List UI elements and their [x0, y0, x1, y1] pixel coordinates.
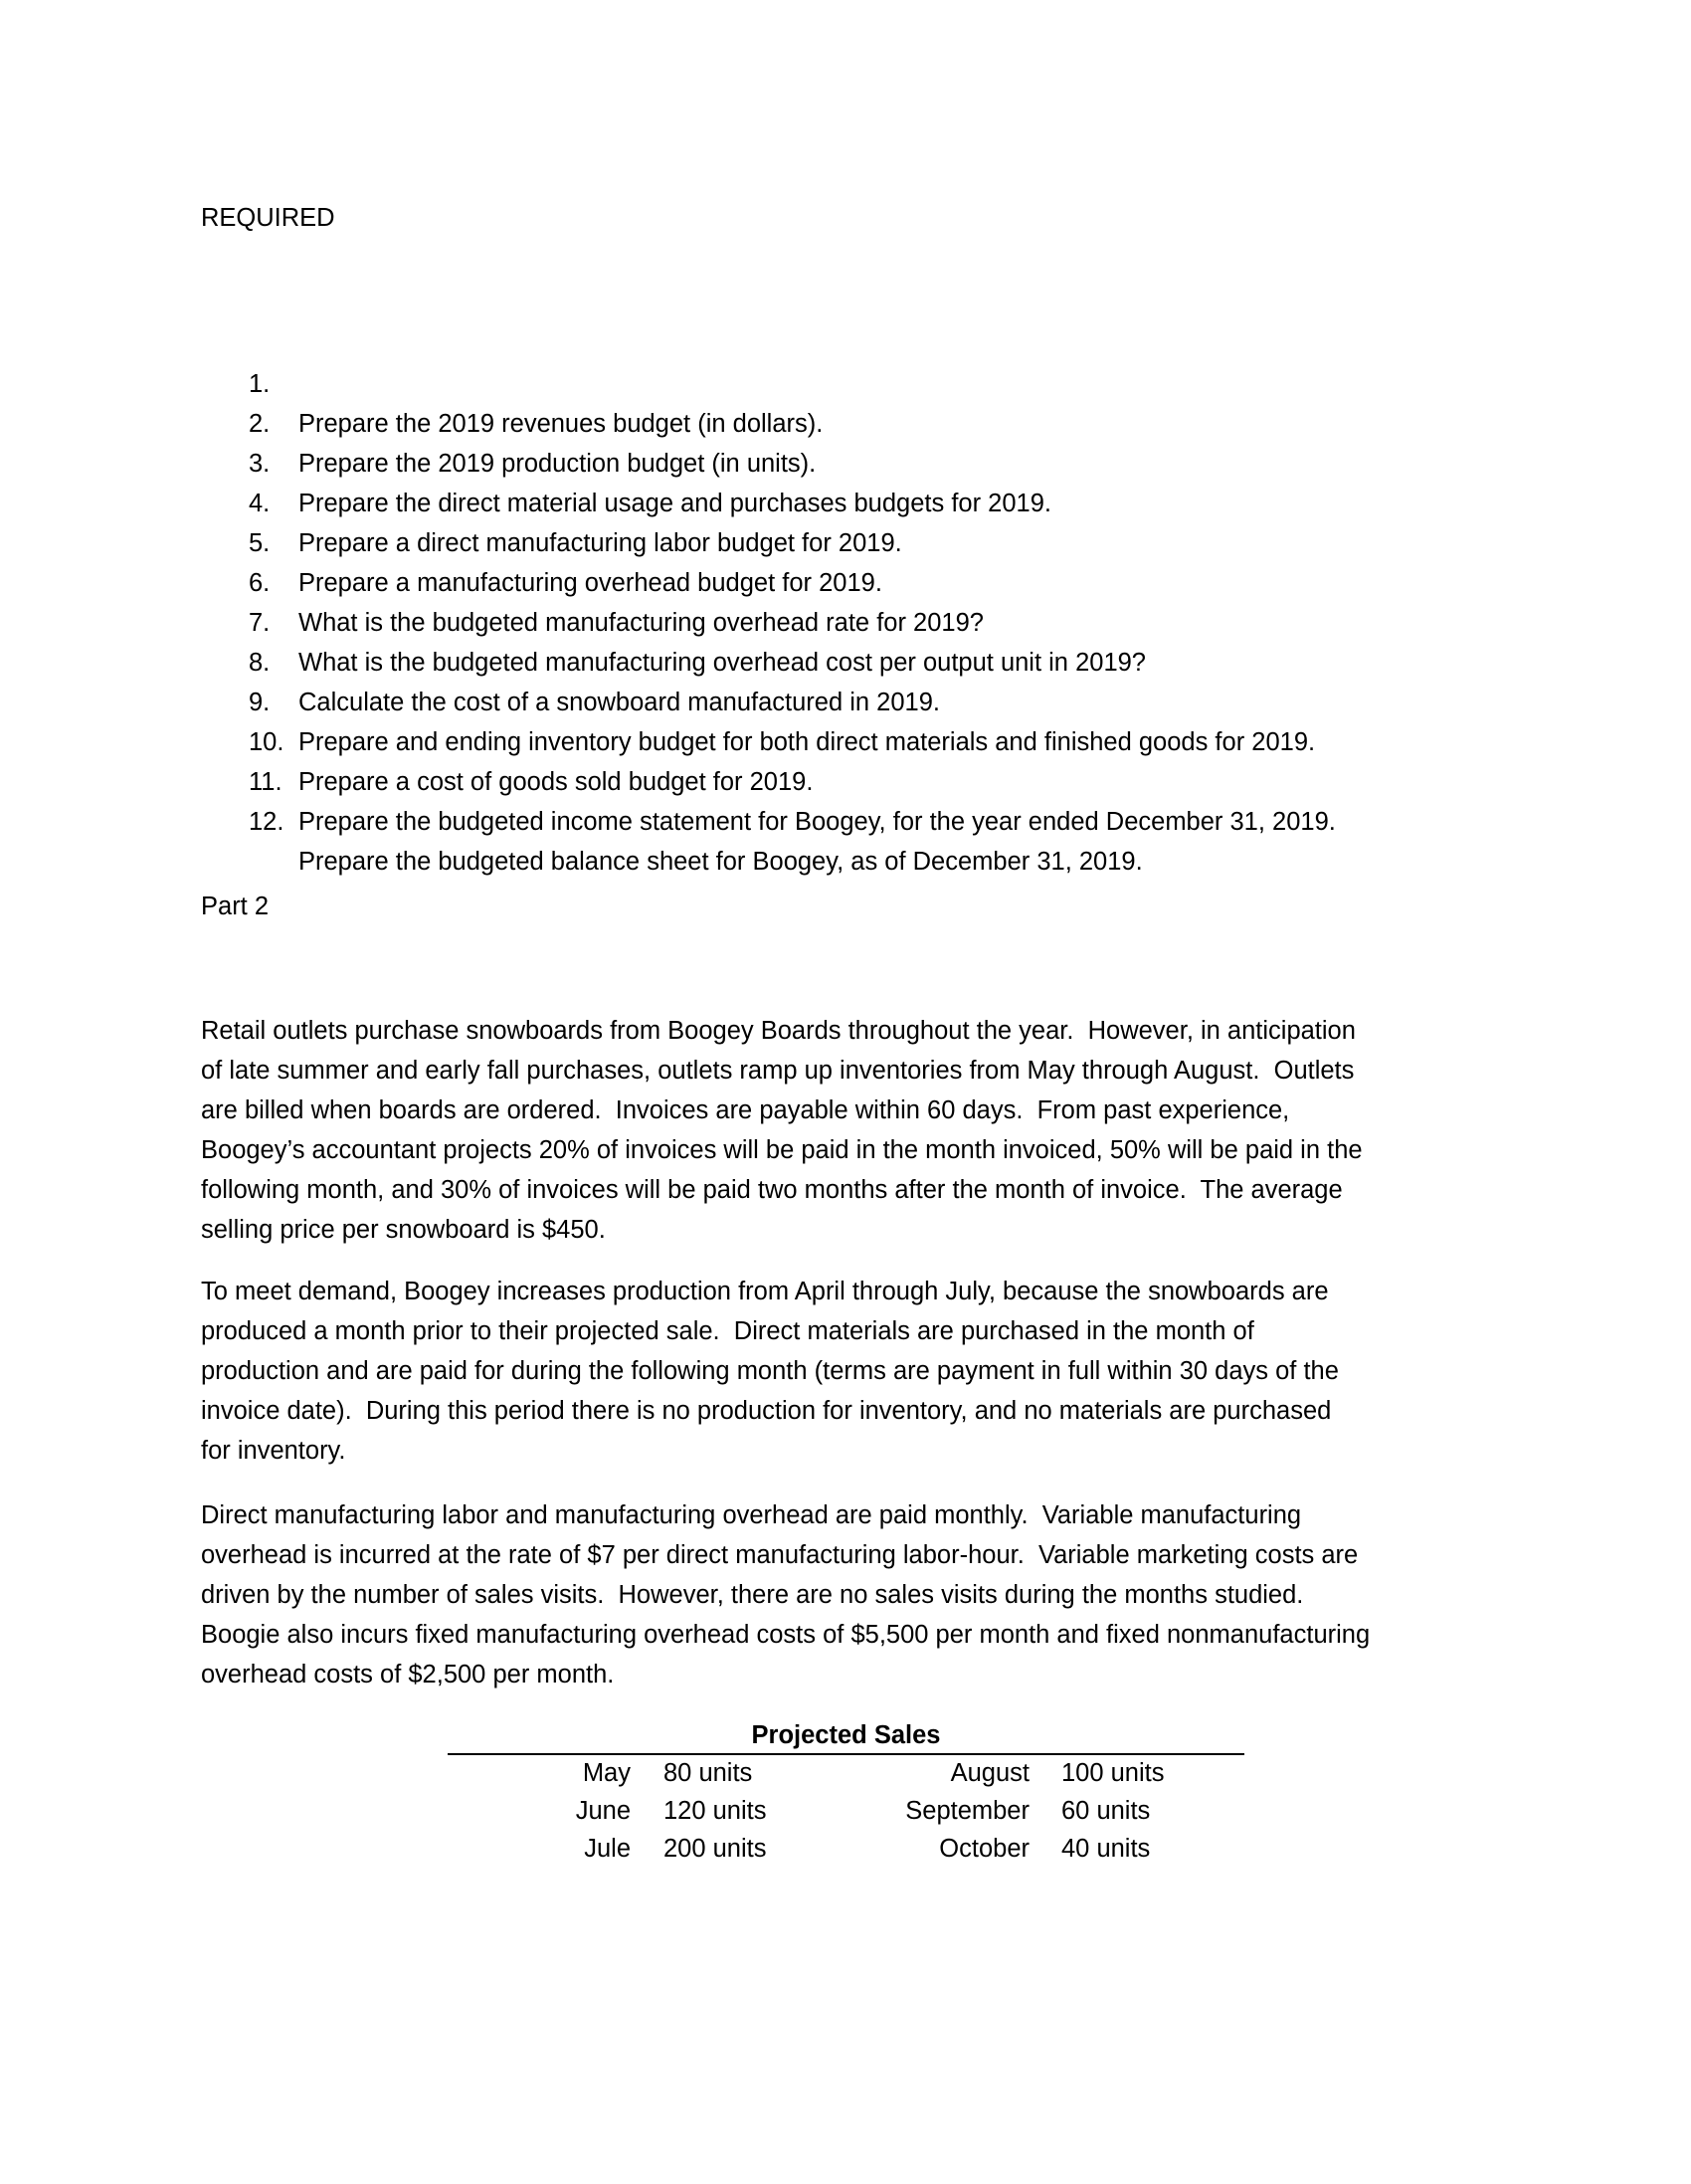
paragraph-line: produced a month prior to their projected sale. Direct materials are purchased in the month of	[201, 1317, 1254, 1345]
paragraph-sales-collections	[201, 1011, 1494, 1250]
paragraph-line: are billed when boards are ordered. Invoices are payable within 60 days. From past experience,	[201, 1096, 1290, 1124]
month-cell: May	[582, 1759, 631, 1787]
list-text: Prepare and ending inventory budget for both direct materials and finished goods for 2019.	[298, 728, 1316, 756]
list-number: 8.	[249, 649, 271, 677]
list-number: 10.	[249, 728, 284, 756]
list-text: What is the budgeted manufacturing overhead rate for 2019?	[298, 609, 984, 637]
list-number: 5.	[249, 529, 271, 557]
list-text: Prepare the budgeted balance sheet for Boogey, as of December 31, 2019.	[298, 848, 1143, 876]
paragraph-line: Retail outlets purchase snowboards from Boogey Boards throughout the year. However, in anticipation	[201, 1017, 1356, 1045]
list-text: Prepare the 2019 production budget (in units).	[298, 450, 817, 478]
units-cell: 120 units	[663, 1797, 767, 1825]
paragraph-line: Direct manufacturing labor and manufacturing overhead are paid monthly. Variable manufacturing	[201, 1501, 1302, 1529]
units-cell: 80 units	[663, 1759, 753, 1787]
list-number: 6.	[249, 569, 271, 597]
required-heading: REQUIRED	[201, 204, 335, 232]
paragraph-line: driven by the number of sales visits. However, there are no sales visits during the months studied.	[201, 1581, 1304, 1609]
month-cell: September	[905, 1797, 1030, 1825]
list-number: 3.	[249, 450, 271, 478]
list-item	[0, 324, 1393, 438]
list-number: 12.	[249, 808, 284, 836]
paragraph-line: of late summer and early fall purchases, outlets ramp up inventories from May through August. Outlets	[201, 1057, 1355, 1085]
list-number: 4.	[249, 490, 271, 517]
paragraph-line: production and are paid for during the following month (terms are payment in full within 30 days of the	[201, 1357, 1339, 1385]
paragraph-line: overhead is incurred at the rate of $7 per direct manufacturing labor-hour. Variable marketing costs are	[201, 1541, 1359, 1569]
month-cell: Jule	[584, 1835, 631, 1863]
list-text: What is the budgeted manufacturing overhead cost per output unit in 2019?	[298, 649, 1146, 677]
list-text: Prepare a direct manufacturing labor budget for 2019.	[298, 529, 902, 557]
paragraph-line: Boogey’s accountant projects 20% of invoices will be paid in the month invoiced, 50% will be paid in the	[201, 1136, 1363, 1164]
projected-sales-title: Projected Sales	[751, 1721, 941, 1749]
list-number: 2.	[249, 410, 271, 438]
table-row	[0, 1829, 1691, 1867]
part2-heading: Part 2	[201, 893, 270, 920]
paragraph-line: overhead costs of $2,500 per month.	[201, 1661, 615, 1688]
paragraph-line: following month, and 30% of invoices will be paid two months after the month of invoice. The average	[201, 1176, 1343, 1204]
list-number: 11.	[249, 768, 282, 796]
paragraph-line: Boogie also incurs fixed manufacturing overhead costs of $5,500 per month and fixed nonmanufacturing	[201, 1621, 1371, 1649]
list-text: Calculate the cost of a snowboard manufactured in 2019.	[298, 689, 940, 716]
month-cell: June	[575, 1797, 631, 1825]
paragraph-production	[201, 1272, 1494, 1471]
list-text: Prepare the budgeted income statement for Boogey, for the year ended December 31, 2019.	[298, 808, 1336, 836]
list-text: Prepare the 2019 revenues budget (in dollars).	[298, 410, 824, 438]
paragraph-line: To meet demand, Boogey increases production from April through July, because the snowboards are	[201, 1278, 1329, 1305]
paragraph-labor-overhead	[201, 1495, 1494, 1694]
list-number: 9.	[249, 689, 271, 716]
month-cell: October	[939, 1835, 1030, 1863]
list-number: 7.	[249, 609, 271, 637]
units-cell: 100 units	[1061, 1759, 1165, 1787]
paragraph-line: for inventory.	[201, 1437, 346, 1465]
units-cell: 40 units	[1061, 1835, 1151, 1863]
paragraph-line: selling price per snowboard is $450.	[201, 1216, 606, 1244]
list-text: Prepare a cost of goods sold budget for 2019.	[298, 768, 814, 796]
paragraph-line: invoice date). During this period there is no production for inventory, and no materials are purchased	[201, 1397, 1332, 1425]
table-row	[0, 1791, 1691, 1829]
month-cell: August	[950, 1759, 1030, 1787]
units-cell: 60 units	[1061, 1797, 1151, 1825]
list-text: Prepare the direct material usage and purchases budgets for 2019.	[298, 490, 1051, 517]
units-cell: 200 units	[663, 1835, 767, 1863]
list-text: Prepare a manufacturing overhead budget for 2019.	[298, 569, 882, 597]
table-row	[0, 1753, 1691, 1791]
list-number: 1.	[249, 370, 271, 398]
